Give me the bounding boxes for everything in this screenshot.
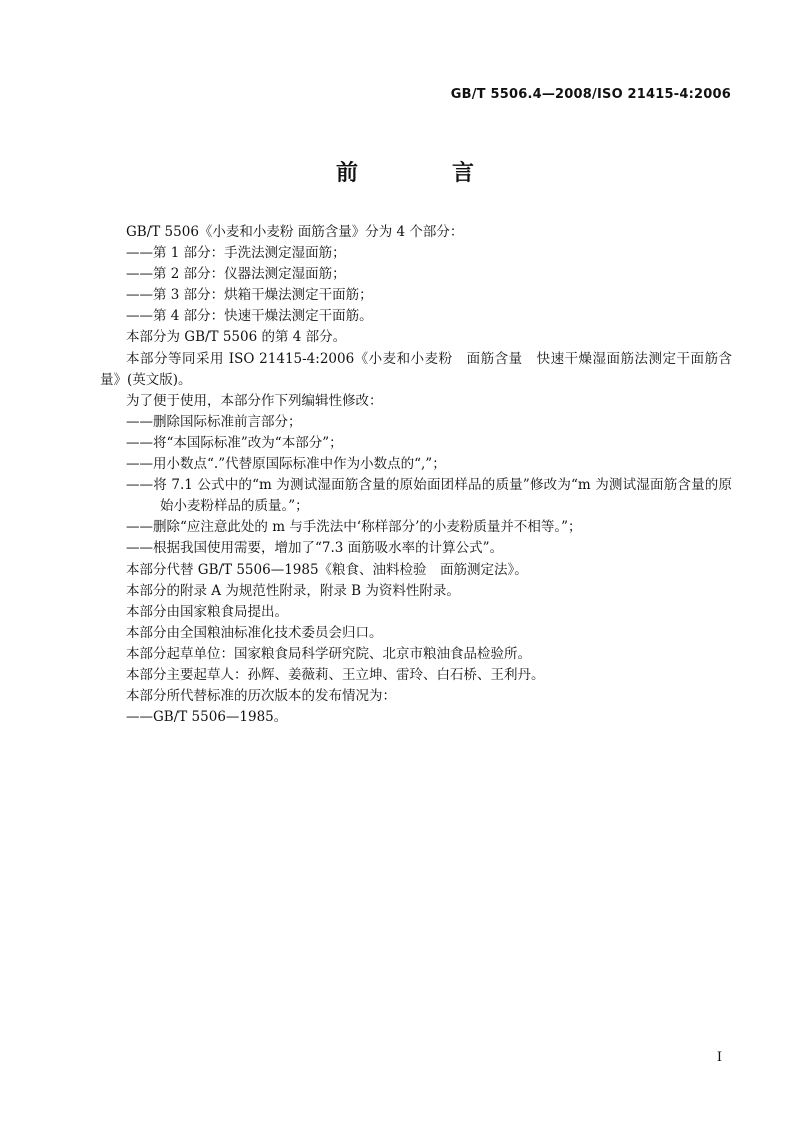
paragraph: GB/T 5506《小麦和小麦粉 面筋含量》分为 4 个部分：	[126, 224, 464, 240]
paragraph: 本部分起草单位：国家粮食局科学研究院、北京市粮油食品检验所。	[126, 645, 531, 662]
list-item: ——GB/T 5506—1985。	[126, 709, 288, 726]
standard-number: GB/T 5506.4—2008/ISO 21415-4:2006	[450, 87, 731, 102]
paragraph: 本部分等同采用 ISO 21415-4:2006《小麦和小麦粉 面筋含量 快速干燥湿面筋法测定干面筋含量》(英文版)。	[100, 350, 732, 388]
paragraph: 本部分由国家粮食局提出。	[126, 603, 288, 620]
list-item: ——将“本国际标准”改为“本部分”；	[126, 434, 343, 451]
list-item: ——根据我国使用需要，增加了“7.3 面筋吸水率的计算公式”。	[126, 540, 504, 557]
list-item: ——第 2 部分：仪器法测定湿面筋；	[126, 266, 346, 283]
list-item: ——删除国际标准前言部分；	[126, 413, 302, 430]
list-item: ——第 4 部分：快速干燥法测定干面筋。	[126, 308, 373, 325]
paragraph: 本部分所代替标准的历次版本的发布情况为：	[126, 688, 396, 705]
paragraph: 本部分主要起草人：孙辉、姜薇莉、王立坤、雷玲、白石桥、王利丹。	[126, 666, 545, 683]
list-item: ——第 1 部分：手洗法测定湿面筋；	[126, 245, 346, 262]
paragraph: 本部分的附录 A 为规范性附录，附录 B 为资料性附录。	[126, 582, 460, 599]
list-item: ——第 3 部分：烘箱干燥法测定干面筋；	[126, 287, 373, 304]
list-item: ——用小数点“.”代替原国际标准中作为小数点的“,”；	[126, 456, 446, 473]
paragraph: 本部分代替 GB/T 5506—1985《粮食、油料检验 面筋测定法》。	[126, 561, 528, 578]
paragraph: 本部分为 GB/T 5506 的第 4 部分。	[126, 329, 347, 346]
paragraph: 本部分由全国粮油标准化技术委员会归口。	[126, 624, 383, 641]
foreword-body	[100, 222, 732, 728]
page-number: I	[716, 1050, 722, 1065]
list-item: ——将 7.1 公式中的“m 为测试湿面筋含量的原始面团样品的质量”修改为“m 为测试湿面筋含量的原始小麦粉样品的质量。”；	[126, 477, 732, 515]
page-title: 前 言	[335, 161, 510, 186]
list-item: ——删除“应注意此处的 m 与手洗法中‘称样部分’的小麦粉质量并不相等。”；	[126, 519, 582, 536]
paragraph: 为了便于使用，本部分作下列编辑性修改：	[126, 392, 383, 409]
